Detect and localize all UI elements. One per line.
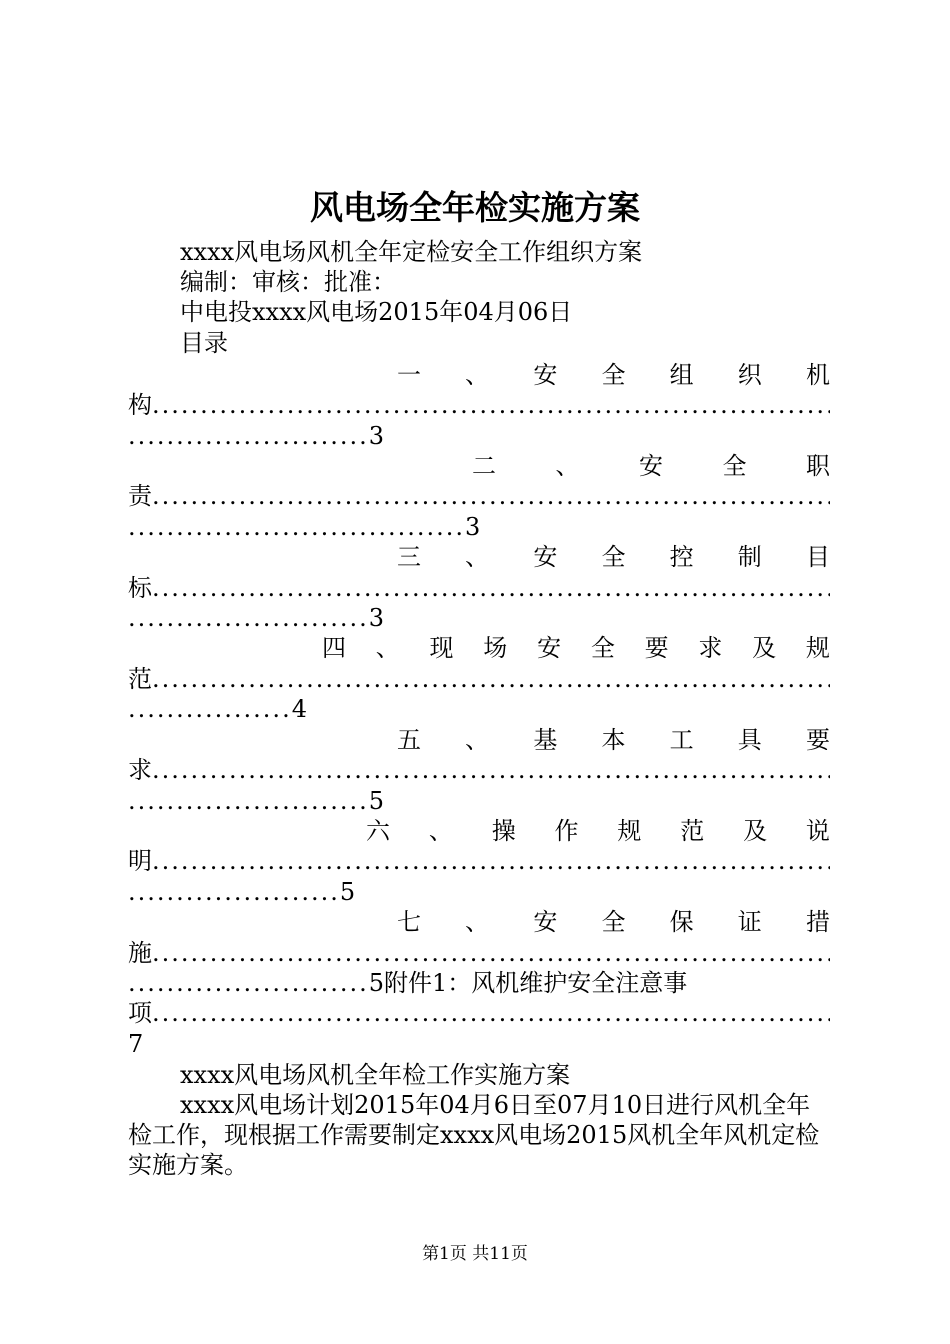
toc-entry-2-page: ...................................3 <box>128 513 481 541</box>
toc-entry-4-page: .................4 <box>128 695 307 723</box>
toc-appendix-title: 附件1：风机维护安全注意事 <box>384 969 688 997</box>
toc-entry-6-title: 六 、 操 作 规 范 及 说 <box>366 817 830 845</box>
toc-entry-6-page: ......................5 <box>128 878 356 906</box>
plan-name-line: xxxx风电场风机全年定检安全工作组织方案 <box>180 238 643 266</box>
toc-entry-6-leader: 明 ..... <box>128 846 830 876</box>
body-subtitle: xxxx风电场风机全年检工作实施方案 <box>180 1061 571 1089</box>
toc-entry-3-page: .........................3 <box>128 604 385 632</box>
page-footer: 第1页 共11页 <box>422 1244 528 1264</box>
toc-entry-7-title: 七 、 安 全 保 证 措 <box>397 908 830 936</box>
toc-heading: 目录 <box>180 329 228 357</box>
toc-entry-1-leader: 构 ..... <box>128 390 830 420</box>
toc-entry-7-leader: 施 ..... <box>128 938 830 968</box>
toc-entry-2-title: 二 、 安 全 职 <box>472 452 830 480</box>
toc-entry-8-page: 7 <box>128 1030 144 1058</box>
toc-entry-3-title: 三 、 安 全 控 制 目 <box>397 543 830 571</box>
document-title: 风电场全年检实施方案 <box>310 188 640 227</box>
toc-entry-5-title: 五 、 基 本 工 具 要 <box>397 726 830 754</box>
toc-entry-8-leader: 项 ..... <box>128 998 830 1028</box>
toc-entry-5-leader: 求 ..... <box>128 755 830 785</box>
toc-entry-2-leader: 责 ..... <box>128 481 830 511</box>
toc-entry-5-page: .........................5 <box>128 787 385 815</box>
toc-entry-4-title: 四 、 现 场 安 全 要 求 及 规 <box>322 634 830 662</box>
toc-entry-7-page: .........................5附件1：风机维护安全注意事 <box>128 969 688 997</box>
toc-entry-4-leader: 范 ..... <box>128 664 830 694</box>
toc-entry-3-leader: 标 ..... <box>128 573 830 603</box>
toc-entry-1-page: .........................3 <box>128 422 385 450</box>
body-paragraph: xxxx风电场计划2015年04月6日至07月10日进行风机全年检工作，现根据工作需要制定xxxx风电场2015风机全年风机定检实施方案。 <box>128 1091 820 1179</box>
organization-date-line: 中电投xxxx风电场2015年04月06日 <box>180 298 573 326</box>
signoff-line: 编制：审核：批准： <box>180 268 396 296</box>
toc-entry-1-title: 一 、 安 全 组 织 机 <box>397 361 830 389</box>
